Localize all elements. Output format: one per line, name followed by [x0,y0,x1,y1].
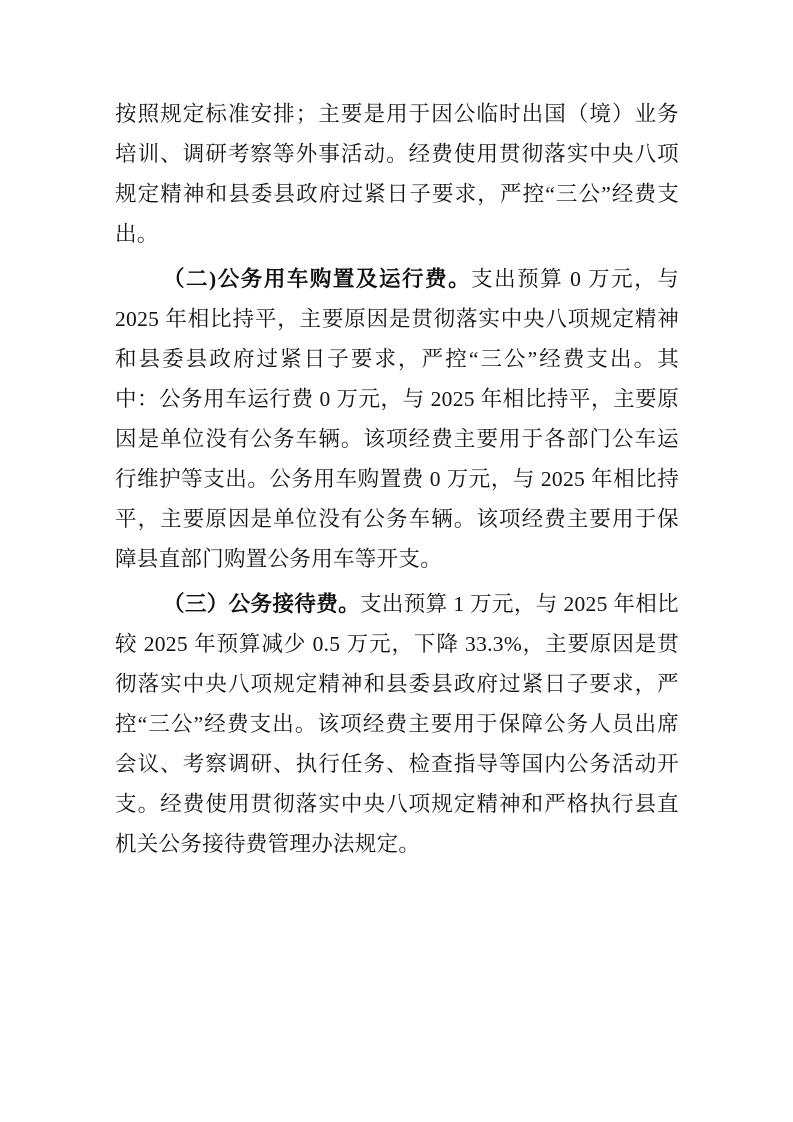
paragraph-text: 支出预算 1 万元，与 2025 年相比较 2025 年预算减少 0.5 万元，下降 33.3%，主要原因是贯彻落实中央八项规定精神和县委县政府过紧日子要求，严控“三公”经费支出。该项经费主要用于保障公务人员出席会议、考察调研、执行任务、检查指导等国内公务活动开支。经费使用贯彻落实中央八项规定精神和严格执行县直机关公务接待费管理办法规定。 [115,592,679,856]
section-heading-reception-fee: （三）公务接待费。 [163,592,360,616]
paragraph-section-reception-fee [115,584,679,864]
document-content [115,94,679,864]
paragraph-continuation [115,94,679,254]
section-heading-vehicle-fee: （二)公务用车购置及运行费。 [163,267,472,291]
paragraph-section-vehicle-fee [115,259,679,579]
paragraph-text: 按照规定标准安排；主要是用于因公临时出国（境）业务培训、调研考察等外事活动。经费使用贯彻落实中央八项规定精神和县委县政府过紧日子要求，严控“三公”经费支出。 [115,102,679,246]
paragraph-text: 支出预算 0 万元，与 2025 年相比持平，主要原因是贯彻落实中央八项规定精神和县委县政府过紧日子要求，严控“三公”经费支出。其中：公务用车运行费 0 万元，与 2025 年相比持平，主要原因是单位没有公务车辆。该项经费主要用于各部门公车运行维护等支出。公务用车购置费 0 万元，与 2025 年相比持平，主要原因是单位没有公务车辆。该项经费主要用于保障县直部门购置公务用车等开支。 [115,267,679,571]
